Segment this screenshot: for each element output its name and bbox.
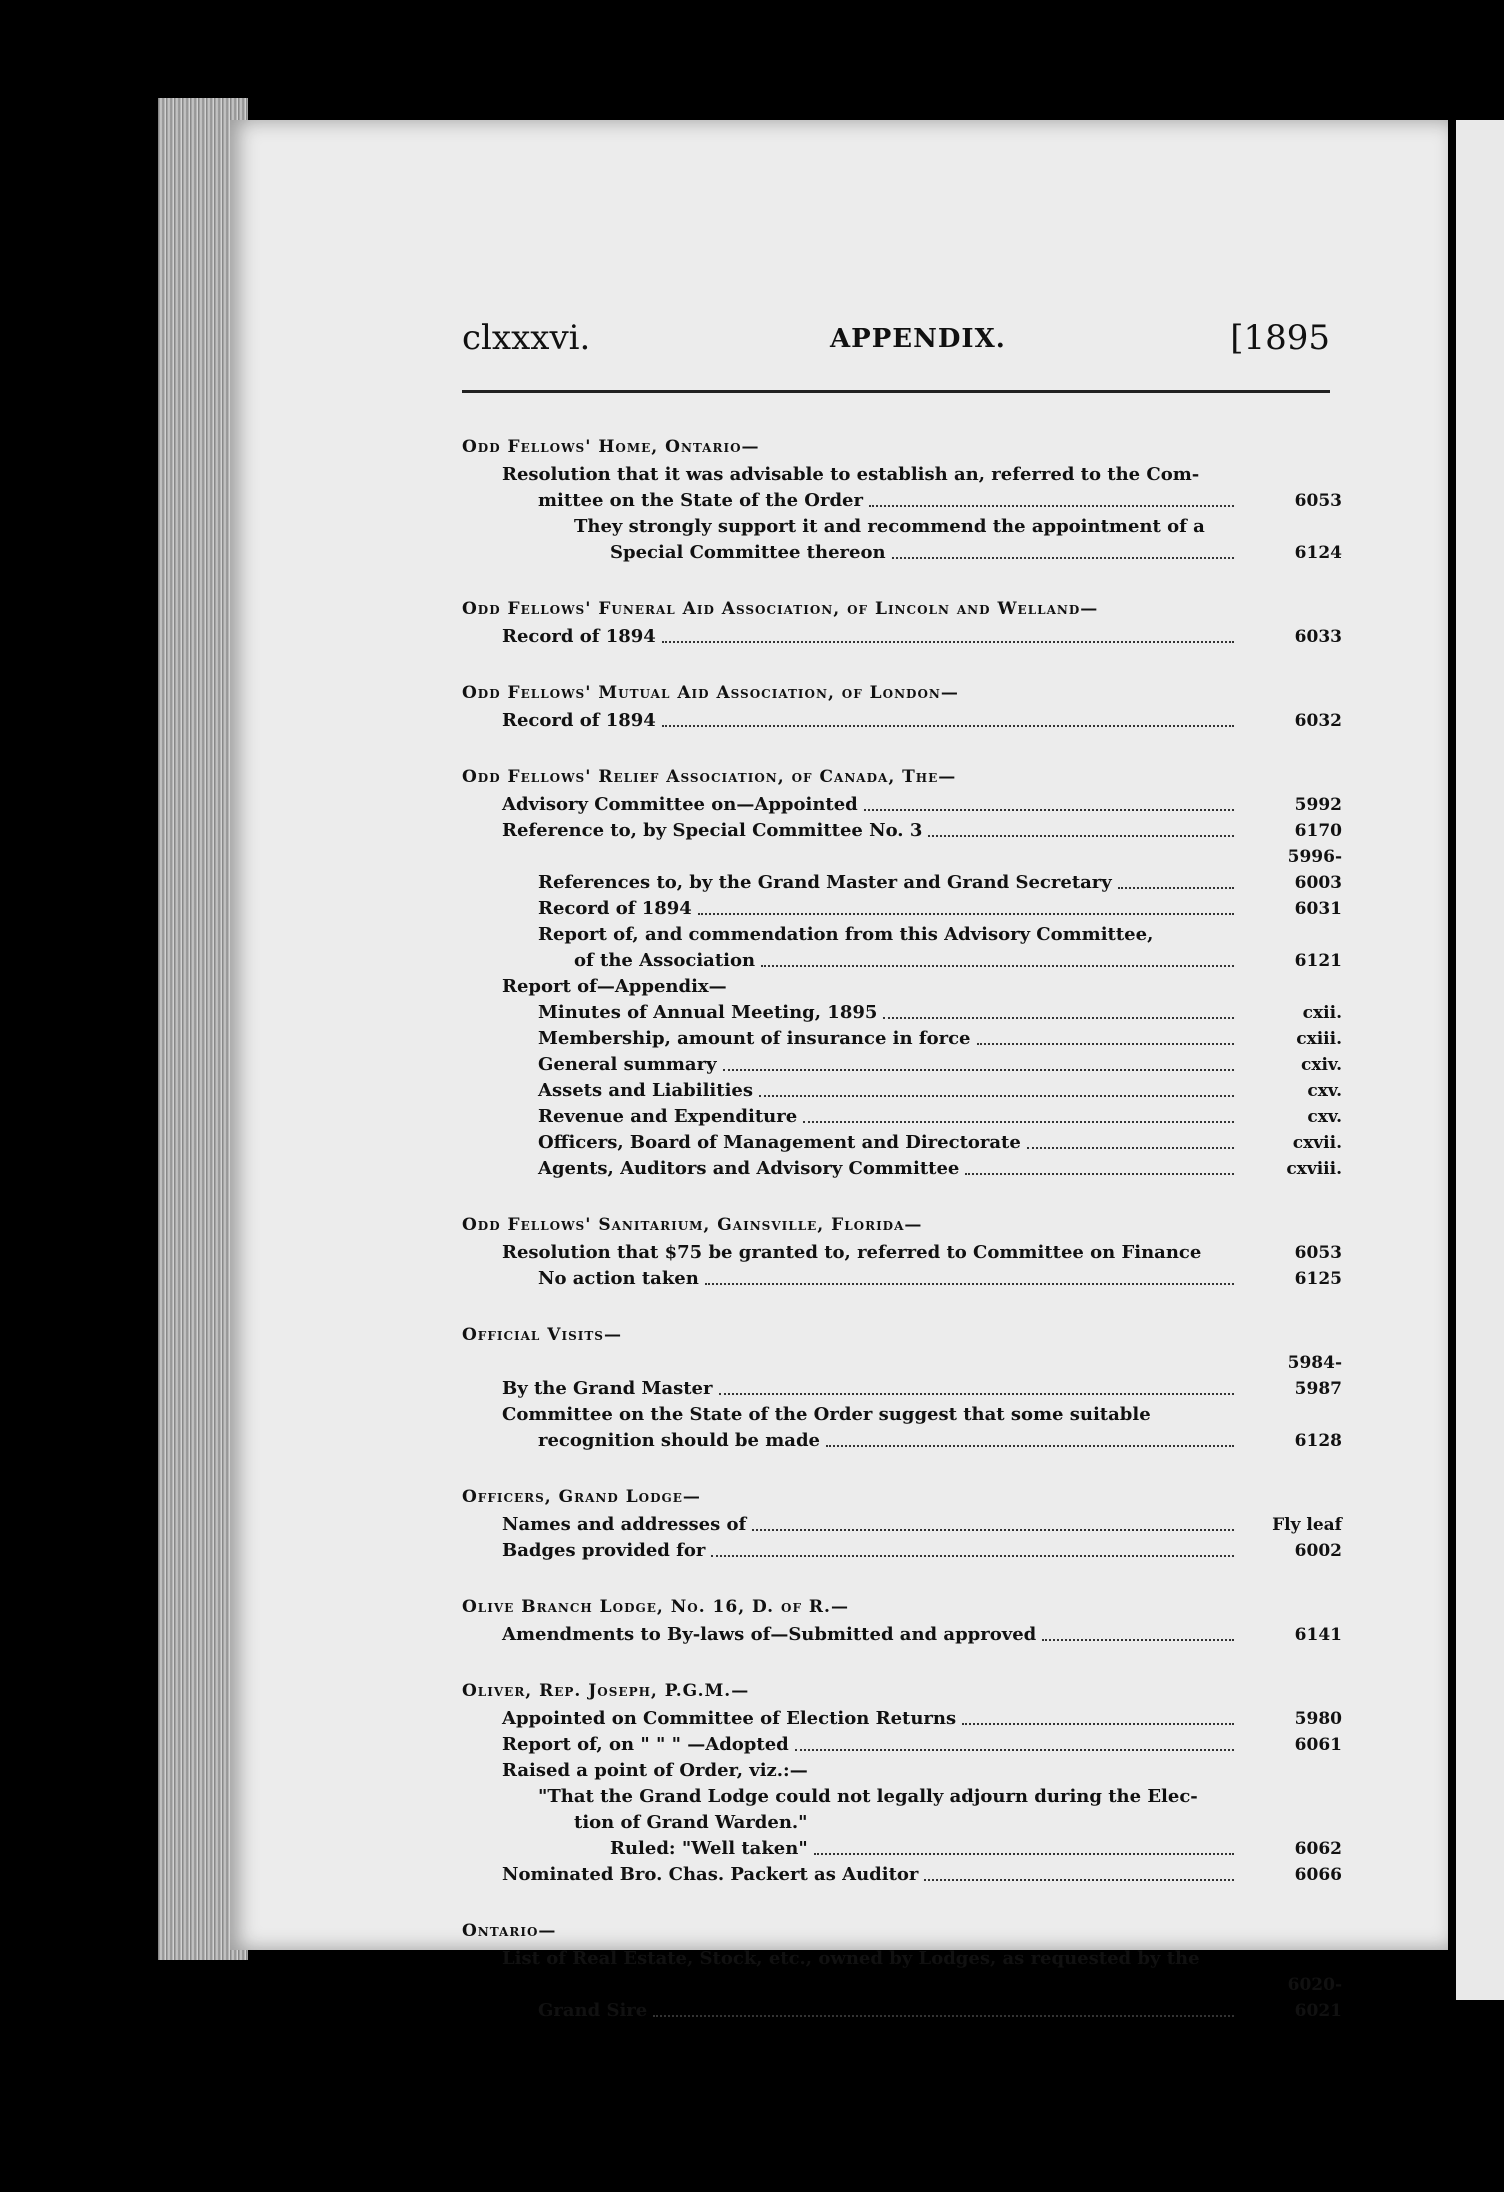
header-rule xyxy=(462,390,1330,393)
dot-leader xyxy=(653,2015,1234,2017)
index-entry xyxy=(462,1810,1342,1836)
section-heading: Oliver, Rep. Joseph, P.G.M.— xyxy=(462,1681,750,1701)
page-reference: 6141 xyxy=(1294,1625,1342,1645)
dot-leader xyxy=(711,1555,1234,1557)
entry-text: Ruled: "Well taken" xyxy=(610,1838,808,1859)
dot-leader xyxy=(1042,1639,1234,1641)
page-year: [1895 xyxy=(1230,318,1330,358)
index-entry xyxy=(462,462,1342,488)
dot-leader xyxy=(705,1283,1234,1285)
section-heading: Ontario— xyxy=(462,1921,557,1941)
entry-text: Report of—Appendix— xyxy=(502,976,727,997)
dot-leader xyxy=(962,1723,1234,1725)
index-section xyxy=(462,1482,1342,1564)
index-entry xyxy=(462,708,1342,734)
entry-text: Minutes of Annual Meeting, 1895 xyxy=(538,1002,878,1023)
entry-text: Names and addresses of xyxy=(502,1514,747,1535)
index-entry xyxy=(462,540,1342,566)
entry-text: Special Committee thereon xyxy=(610,542,886,563)
page-header xyxy=(462,318,1330,368)
entry-text: Resolution that $75 be granted to, referred to Committee on Finance xyxy=(502,1242,1202,1263)
index-entry xyxy=(462,1350,1342,1402)
page-reference: 6002 xyxy=(1294,1541,1342,1561)
index-section xyxy=(462,1592,1342,1648)
index-entry xyxy=(462,1836,1342,1862)
dot-leader xyxy=(892,557,1234,559)
index-entry xyxy=(462,1862,1342,1888)
page-reference: 5996-6003 xyxy=(1287,847,1342,893)
index-entry xyxy=(462,948,1342,974)
section-heading: Odd Fellows' Relief Association, of Canada, The— xyxy=(462,767,957,787)
index-section xyxy=(462,1916,1342,2024)
index-entry xyxy=(462,1000,1342,1026)
page-reference: 6124 xyxy=(1294,543,1342,563)
index-entry xyxy=(462,922,1342,948)
page-reference: 6062 xyxy=(1294,1839,1342,1859)
index-entry xyxy=(462,514,1342,540)
index-entry xyxy=(462,1512,1342,1538)
index-entry xyxy=(462,1758,1342,1784)
page-reference: 6053 xyxy=(1294,1243,1342,1263)
index-entry xyxy=(462,1240,1342,1266)
dot-leader xyxy=(965,1173,1234,1175)
index-entry xyxy=(462,1428,1342,1454)
entry-text: Report of, and commendation from this Advisory Committee, xyxy=(538,924,1154,945)
dot-leader xyxy=(662,641,1234,643)
page-reference: 6121 xyxy=(1294,951,1342,971)
index-section xyxy=(462,594,1342,650)
index-section xyxy=(462,1210,1342,1292)
section-heading: Olive Branch Lodge, No. 16, D. of R.— xyxy=(462,1597,849,1617)
entry-text: Appointed on Committee of Election Returns xyxy=(502,1708,957,1729)
page-reference: 6170 xyxy=(1294,821,1342,841)
dot-leader xyxy=(928,835,1234,837)
entry-text: "That the Grand Lodge could not legally adjourn during the Elec- xyxy=(538,1786,1198,1807)
index-entry xyxy=(462,624,1342,650)
dot-leader xyxy=(1118,887,1234,889)
page-reference: cxii. xyxy=(1302,1003,1342,1023)
index-entry xyxy=(462,1052,1342,1078)
page-reference: 6125 xyxy=(1294,1269,1342,1289)
dot-leader xyxy=(1027,1147,1234,1149)
page-reference: 6061 xyxy=(1294,1735,1342,1755)
page-reference: cxvii. xyxy=(1292,1133,1342,1153)
entry-text: References to, by the Grand Master and Grand Secretary xyxy=(538,872,1112,893)
entry-text: Assets and Liabilities xyxy=(538,1080,753,1101)
index-entry xyxy=(462,1402,1342,1428)
page-gutter xyxy=(1448,130,1456,2030)
entry-text: tion of Grand Warden." xyxy=(574,1812,808,1833)
entry-text: Grand Sire xyxy=(538,2000,648,2021)
entry-text: Committee on the State of the Order suggest that some suitable xyxy=(502,1404,1151,1425)
dot-leader xyxy=(752,1529,1234,1531)
index-entry xyxy=(462,818,1342,844)
index-entry xyxy=(462,792,1342,818)
section-heading: Officers, Grand Lodge— xyxy=(462,1487,701,1507)
dot-leader xyxy=(826,1445,1234,1447)
page-reference: 6053 xyxy=(1294,491,1342,511)
entry-text: General summary xyxy=(538,1054,717,1075)
page-reference: 6066 xyxy=(1294,1865,1342,1885)
index-entry xyxy=(462,1538,1342,1564)
page-reference: cxv. xyxy=(1307,1081,1342,1101)
entry-text: recognition should be made xyxy=(538,1430,820,1451)
index-entry xyxy=(462,1946,1342,1972)
entry-text: They strongly support it and recommend the appointment of a xyxy=(574,516,1205,537)
section-heading: Odd Fellows' Funeral Aid Association, of Lincoln and Welland— xyxy=(462,599,1099,619)
entry-text: Officers, Board of Management and Directorate xyxy=(538,1132,1021,1153)
dot-leader xyxy=(759,1095,1234,1097)
index-entry xyxy=(462,1784,1342,1810)
page-reference: 6031 xyxy=(1294,899,1342,919)
index-entry xyxy=(462,1732,1342,1758)
index-entry xyxy=(462,844,1342,896)
entry-text: Nominated Bro. Chas. Packert as Auditor xyxy=(502,1864,919,1885)
dot-leader xyxy=(795,1749,1234,1751)
index-section xyxy=(462,762,1342,1182)
entry-text: Badges provided for xyxy=(502,1540,706,1561)
entry-text: No action taken xyxy=(538,1268,699,1289)
section-heading: Odd Fellows' Sanitarium, Gainsville, Florida— xyxy=(462,1215,923,1235)
facing-page-edge xyxy=(1456,120,1504,2000)
page-reference: cxviii. xyxy=(1286,1159,1342,1179)
entry-text: Raised a point of Order, viz.:— xyxy=(502,1760,808,1781)
index-entry xyxy=(462,1130,1342,1156)
section-heading: Official Visits— xyxy=(462,1325,622,1345)
dot-leader xyxy=(761,965,1234,967)
entry-text: Record of 1894 xyxy=(538,898,692,919)
dot-leader xyxy=(977,1043,1234,1045)
index-content xyxy=(462,432,1342,2052)
page-reference: cxiv. xyxy=(1300,1055,1342,1075)
entry-text: of the Association xyxy=(574,950,756,971)
dot-leader xyxy=(719,1393,1235,1395)
entry-text: Amendments to By-laws of—Submitted and approved xyxy=(502,1624,1037,1645)
entry-text: Agents, Auditors and Advisory Committee xyxy=(538,1158,960,1179)
index-entry xyxy=(462,488,1342,514)
dot-leader xyxy=(698,913,1234,915)
section-heading: Odd Fellows' Mutual Aid Association, of London— xyxy=(462,683,959,703)
entry-text: Reference to, by Special Committee No. 3 xyxy=(502,820,923,841)
entry-text: List of Real Estate, Stock, etc., owned by Lodges, as requested by the xyxy=(502,1948,1200,1969)
page-reference: 6033 xyxy=(1294,627,1342,647)
index-section xyxy=(462,1676,1342,1888)
section-heading: Odd Fellows' Home, Ontario— xyxy=(462,437,760,457)
index-entry xyxy=(462,896,1342,922)
dot-leader xyxy=(814,1853,1234,1855)
index-entry xyxy=(462,1972,1342,2024)
entry-text: mittee on the State of the Order xyxy=(538,490,863,511)
entry-text: Resolution that it was advisable to establish an, referred to the Com- xyxy=(502,464,1200,485)
index-entry xyxy=(462,1266,1342,1292)
entry-text: Record of 1894 xyxy=(502,710,656,731)
page-reference: 5992 xyxy=(1294,795,1342,815)
index-section xyxy=(462,678,1342,734)
dot-leader xyxy=(662,725,1234,727)
dot-leader xyxy=(883,1017,1234,1019)
entry-text: Record of 1894 xyxy=(502,626,656,647)
dot-leader xyxy=(864,809,1234,811)
page-title: APPENDIX. xyxy=(830,324,1006,354)
entry-text: Revenue and Expenditure xyxy=(538,1106,798,1127)
index-entry xyxy=(462,1156,1342,1182)
index-section xyxy=(462,432,1342,566)
page-reference: cxiii. xyxy=(1296,1029,1342,1049)
page-reference: cxv. xyxy=(1307,1107,1342,1127)
index-entry xyxy=(462,974,1342,1000)
page-reference: 5984-5987 xyxy=(1287,1353,1342,1399)
page-reference: 6032 xyxy=(1294,711,1342,731)
entry-text: Report of, on " " " —Adopted xyxy=(502,1734,789,1755)
dot-leader xyxy=(803,1121,1234,1123)
index-entry xyxy=(462,1104,1342,1130)
page-reference: 6020-6021 xyxy=(1287,1975,1342,2021)
entry-text: Advisory Committee on—Appointed xyxy=(502,794,858,815)
index-entry xyxy=(462,1078,1342,1104)
page-number: clxxxvi. xyxy=(462,318,591,358)
dot-leader xyxy=(869,505,1234,507)
entry-text: Membership, amount of insurance in force xyxy=(538,1028,971,1049)
index-entry xyxy=(462,1026,1342,1052)
dot-leader xyxy=(723,1069,1234,1071)
page-reference: 6128 xyxy=(1294,1431,1342,1451)
page-reference: 5980 xyxy=(1294,1709,1342,1729)
index-entry xyxy=(462,1622,1342,1648)
dot-leader xyxy=(924,1879,1234,1881)
index-entry xyxy=(462,1706,1342,1732)
entry-text: By the Grand Master xyxy=(502,1378,713,1399)
page-reference: Fly leaf xyxy=(1272,1515,1342,1535)
index-section xyxy=(462,1320,1342,1454)
